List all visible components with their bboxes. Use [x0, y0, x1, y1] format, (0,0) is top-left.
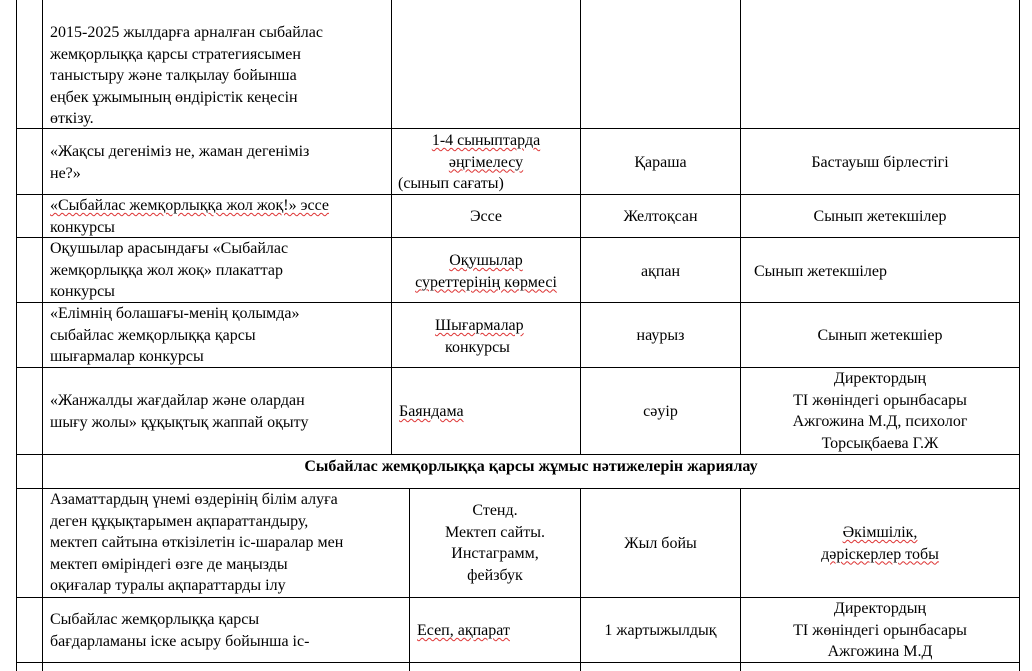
responsible-line: Ажгожина М.Д, психолог — [792, 413, 968, 430]
event-line: шығармалар конкурсы — [50, 348, 204, 365]
grid-line — [580, 489, 581, 671]
form-line: Оқушылар — [449, 252, 523, 269]
responsible-cell — [741, 152, 1019, 174]
form-line: (сынып сағаты) — [398, 175, 504, 192]
form-line: 1-4 сыныптарда — [431, 132, 541, 149]
event-line: не?» — [50, 164, 81, 182]
form-line: Стенд. — [472, 502, 518, 519]
form-cell — [399, 401, 579, 423]
form-cell — [392, 250, 580, 293]
form-line: Инстаграмм, — [451, 545, 539, 562]
event-cell — [50, 141, 390, 184]
event-line: шығу жолы» құқықтық жаппай оқыту — [50, 413, 309, 431]
responsible-line: Әкімшілік, — [842, 524, 918, 541]
event-line: мектеп өміріндегі өзге де маңызды — [50, 555, 288, 573]
grid-line — [16, 0, 17, 671]
event-line: таныстыру және талқылау бойынша — [50, 67, 297, 84]
responsible-cell — [741, 598, 1019, 663]
event-line: конкурсы — [50, 218, 115, 236]
responsible-line: Сынып жетекшіер — [817, 327, 943, 344]
responsible-line: Ажгожина М.Д — [827, 643, 933, 660]
responsible-line: Торсықбаева Г.Ж — [821, 434, 939, 452]
responsible-line: Сынып жетекшілер — [754, 263, 887, 280]
responsible-cell — [741, 206, 1019, 228]
grid-line — [580, 0, 581, 455]
event-line: «Жақсы дегеніміз не, жаман дегеніміз — [50, 143, 310, 160]
responsible-line: Директордың — [833, 600, 927, 617]
event-cell — [50, 390, 390, 433]
grid-line — [391, 0, 392, 455]
form-cell — [392, 130, 580, 195]
form-cell — [435, 315, 580, 358]
time-cell: Желтоқсан — [623, 208, 698, 225]
event-line: Азаматтардың үнемі өздерінің білім алуға — [50, 491, 338, 508]
time-cell: ақпан — [640, 263, 681, 280]
grid-line — [1019, 0, 1020, 671]
event-line: бағдарламаны іске асыру бойынша іс- — [50, 632, 310, 650]
responsible-line: Директордың — [833, 370, 927, 387]
time-cell: 1 жартыжылдық — [604, 622, 717, 639]
form-line: суреттерінің көрмесі — [415, 273, 557, 291]
form-line: фейзбук — [467, 566, 523, 584]
form-line: Баяндама — [399, 403, 464, 420]
form-line: Мектеп сайты. — [444, 523, 546, 541]
grid-line — [16, 454, 1020, 455]
event-line: жемқорлыққа қарсы стратегиясымен — [50, 45, 301, 63]
responsible-line: ТІ жөніндегі орынбасары — [793, 621, 967, 639]
responsible-line: ТІ жөніндегі орынбасары — [793, 391, 967, 409]
time-cell: сәуір — [643, 403, 678, 420]
event-line: «Елімнің болашағы-менің қолымда» — [50, 305, 300, 322]
event-line: жемқорлыққа жол жоқ» плакаттар — [50, 261, 284, 279]
form-line: конкурсы — [445, 338, 510, 356]
event-line: «Жанжалды жағдайлар және олардан — [50, 392, 305, 409]
form-line: Эссе — [469, 208, 503, 225]
event-line: мектеп сайтына өткізілетін іс-шаралар мен — [50, 534, 344, 551]
event-line: Сыбайлас жемқорлыққа қарсы — [50, 611, 260, 628]
time-cell: Қараша — [634, 154, 687, 171]
time-cell: наурыз — [636, 327, 685, 344]
event-line: еңбек ұжымының өндірістік кеңесін — [50, 88, 298, 106]
responsible-cell — [741, 325, 1019, 347]
event-cell — [50, 195, 390, 238]
event-line: конкурсы — [50, 283, 115, 300]
responsible-line: дәріскерлер тобы — [821, 545, 939, 563]
event-cell — [50, 238, 390, 303]
event-cell — [50, 609, 408, 652]
form-line: әңгімелесу — [448, 153, 524, 171]
event-line: оқиғалар туралы ақпараттарды ілу — [50, 577, 286, 594]
form-cell — [417, 620, 580, 642]
event-line: Оқушылар арасындағы «Сыбайлас — [50, 240, 289, 257]
event-cell — [50, 22, 390, 130]
event-cell — [50, 489, 408, 597]
form-line: Есеп, ақпарат — [417, 622, 510, 639]
section-header: Сыбайлас жемқорлыққа қарсы жұмыс нәтижелерін жариялау — [304, 458, 758, 475]
event-line: 2015-2025 жылдарға арналған сыбайлас — [50, 24, 323, 41]
responsible-line: Сынып жетекшілер — [813, 208, 947, 225]
responsible-cell — [741, 522, 1019, 565]
event-cell — [50, 303, 390, 368]
event-line: сыбайлас жемқорлыққа қарсы — [50, 326, 256, 344]
form-cell — [392, 206, 580, 228]
form-line: Шығармалар — [435, 317, 524, 334]
time-cell: Жыл бойы — [624, 535, 697, 552]
responsible-cell — [741, 368, 1019, 454]
event-line: деген құқықтарымен ақпараттандыру, — [50, 512, 309, 530]
event-line: өткізу. — [50, 110, 94, 127]
form-cell — [410, 500, 580, 586]
responsible-cell — [754, 261, 1019, 283]
event-line: «Сыбайлас жемқорлыққа жол жоқ!» эссе — [50, 197, 329, 214]
responsible-line: Бастауыш бірлестігі — [811, 154, 949, 171]
grid-line — [42, 0, 43, 671]
